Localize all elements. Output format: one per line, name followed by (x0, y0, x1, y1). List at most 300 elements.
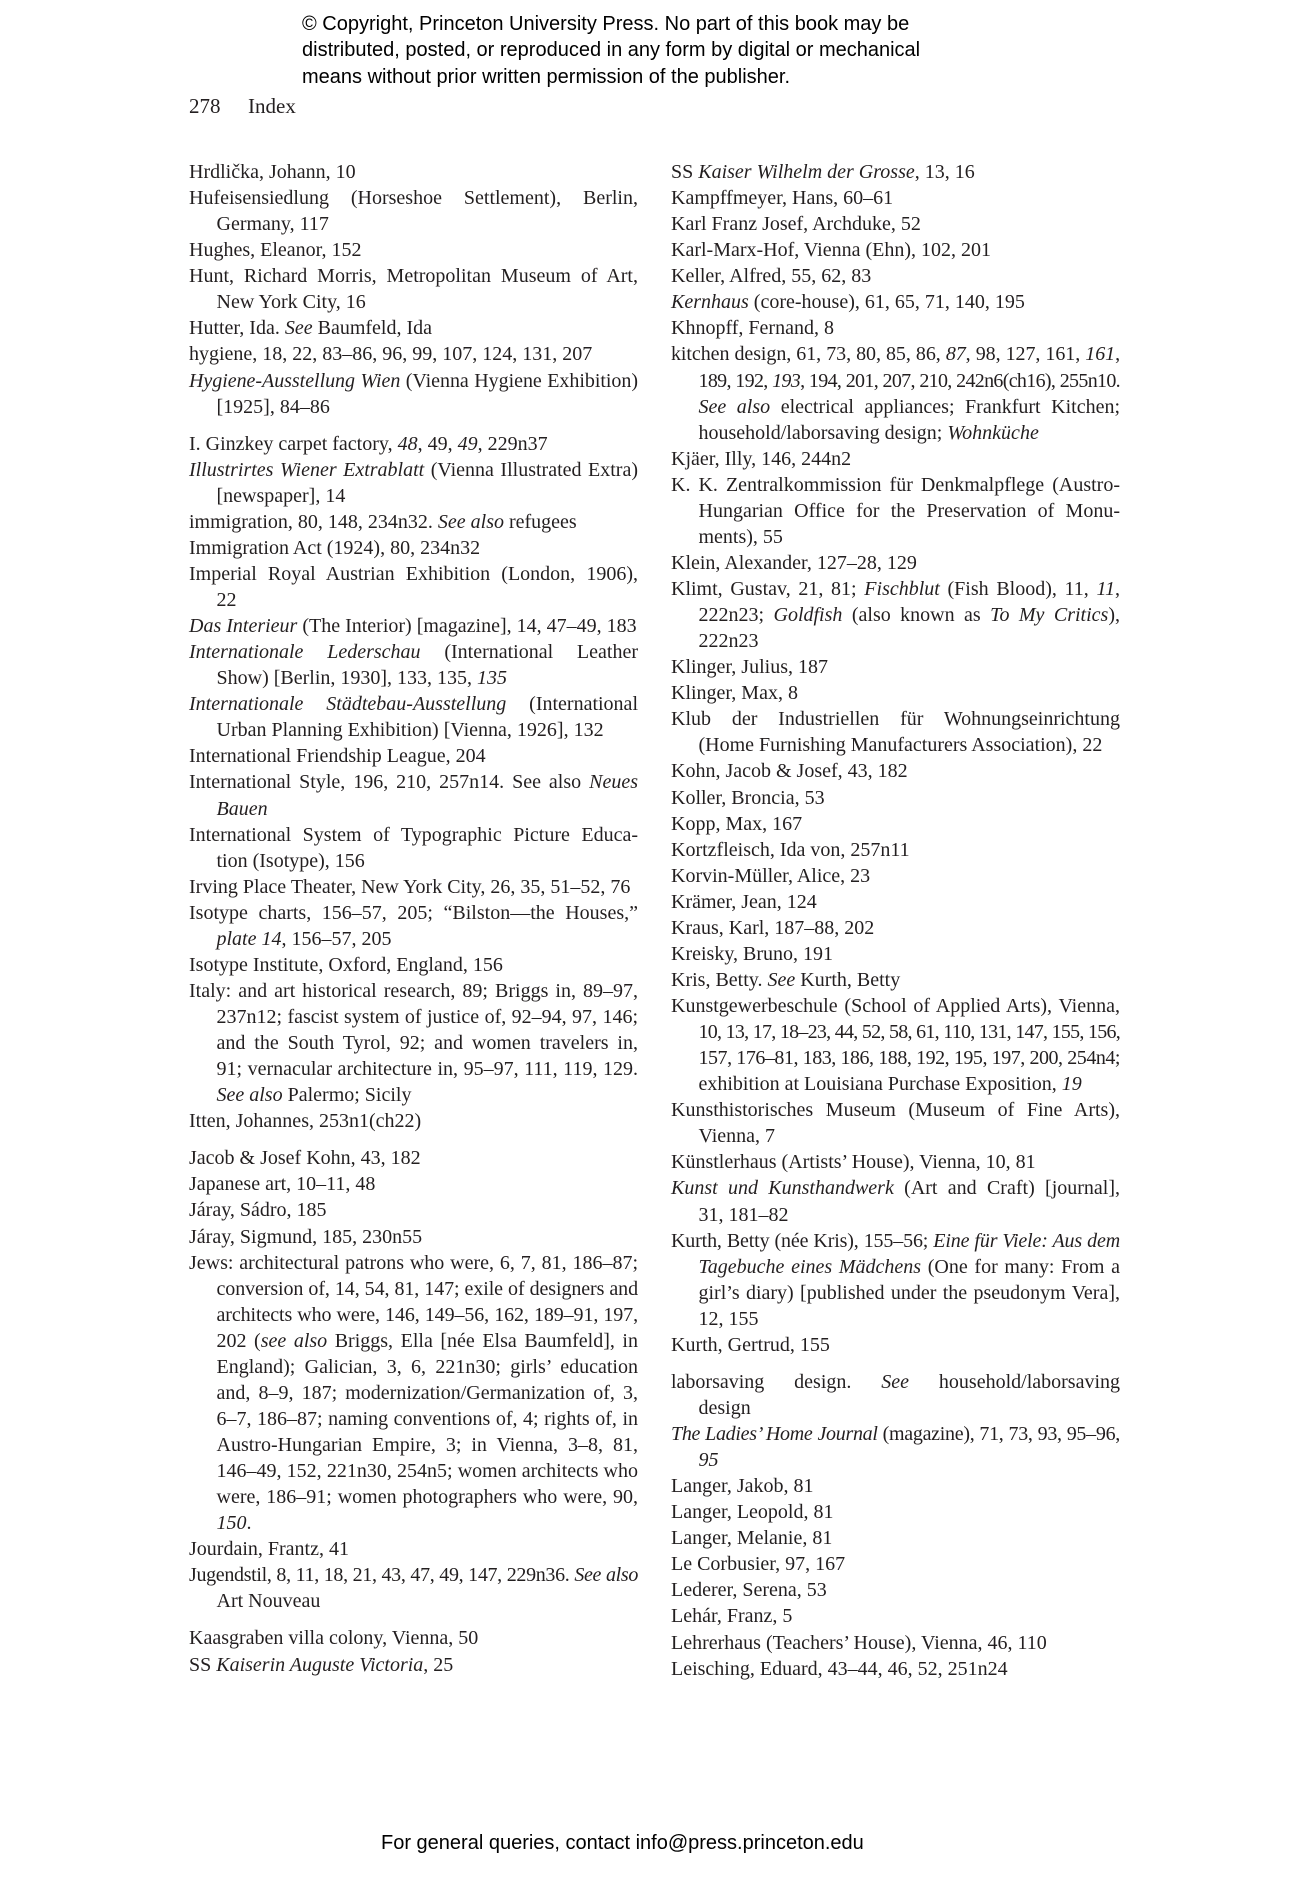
index-entry-line (189, 509, 638, 535)
index-entry-line (189, 159, 638, 185)
entry-text: Hrdlička, Johann, 10 (189, 161, 356, 183)
index-entry-line (671, 785, 1120, 811)
index-entry-line (217, 1302, 639, 1328)
index-entry (671, 576, 1120, 654)
index-entry (671, 263, 1120, 289)
line-text (217, 1330, 638, 1352)
index-entry-line (671, 1603, 1120, 1629)
index-entry (671, 1630, 1120, 1656)
index-entry-line (671, 1421, 1120, 1447)
index-entry-line (189, 1171, 638, 1197)
index-entry-line (217, 1484, 639, 1510)
index-entry (189, 237, 638, 263)
entry-text: hygiene, 18, 22, 83–86, 96, 99, 107, 124, 131, 207 (189, 343, 593, 366)
index-entry-line (671, 863, 1120, 889)
line-text (189, 317, 432, 339)
index-letter-group (189, 1145, 638, 1614)
index-entry-line (217, 796, 639, 822)
entry-text: Járay, Sádro, 185 (189, 1199, 327, 1222)
line-text (671, 1334, 830, 1356)
entry-text: Germany, 117 (216, 213, 329, 236)
index-entry (671, 863, 1120, 889)
line-text (671, 1527, 832, 1549)
index-entry (671, 758, 1120, 784)
index-entry (671, 837, 1120, 863)
entry-text: (Art and Craft) [journal], (893, 1177, 1120, 1200)
entry-text-italic: 193 (772, 369, 801, 392)
line-text (671, 682, 798, 704)
entry-text: Hufeisensiedlung (Horseshoe Settlement), Berlin, (189, 187, 638, 210)
entry-text: Lehár, Franz, 5 (671, 1605, 793, 1628)
entry-text: Járay, Sigmund, 185, 230n55 (189, 1225, 423, 1248)
index-entry (671, 993, 1120, 1097)
line-text (671, 656, 828, 678)
entry-text: 12, 155 (698, 1307, 759, 1330)
line-text (189, 1199, 327, 1221)
line-text (671, 1151, 1036, 1173)
entry-text-italic: Eine für Viele: Aus dem (933, 1229, 1120, 1252)
line-text (699, 500, 1121, 522)
index-entry-line (671, 1525, 1120, 1551)
index-entry-line (699, 368, 1121, 394)
entry-text-italic: 11 (1096, 578, 1115, 600)
page-number: 278 (189, 94, 221, 118)
line-text (189, 954, 503, 976)
line-text (699, 370, 1121, 392)
entry-text: Koller, Broncia, 53 (671, 786, 825, 809)
index-entry-line (189, 900, 638, 926)
index-entry (671, 211, 1120, 237)
index-entry (189, 315, 638, 341)
index-entry (189, 1224, 638, 1250)
entry-text-italic: Fischblut (864, 578, 940, 600)
index-entry-line (699, 1045, 1121, 1071)
line-text (217, 1512, 252, 1534)
entry-text: Karl-Marx-Hof, Vienna (Ehn), 102, 201 (671, 239, 992, 262)
entry-text-italic: 48 (397, 432, 418, 455)
index-entry-line (217, 1432, 639, 1458)
entry-text: 157, 176–81, 183, 186, 188, 192, 195, 197, 200, 254n4; (698, 1047, 1120, 1070)
line-text (699, 1308, 759, 1330)
entry-text: Langer, Leopold, 81 (671, 1501, 834, 1524)
entry-text: 22 (216, 589, 237, 611)
line-text (189, 1564, 638, 1586)
entry-text-italic: Kernhaus (671, 291, 749, 314)
entry-text-italic: Das Interieur (189, 615, 298, 638)
index-entry (189, 769, 638, 821)
entry-text: Kreisky, Bruno, 191 (671, 942, 834, 965)
index-entry-line (217, 587, 639, 613)
entry-text-italic: Internationale Städtebau-Ausstellung (189, 693, 507, 716)
entry-text: Kampffmeyer, Hans, 60–61 (671, 187, 894, 210)
entry-text: Immigration Act (1924), 80, 234n32 (189, 536, 481, 559)
index-entry-line (699, 1123, 1121, 1149)
line-text (217, 667, 508, 689)
line-text (217, 1356, 639, 1378)
line-text (189, 433, 548, 455)
entry-text: Japanese art, 10–11, 48 (189, 1173, 376, 1196)
index-entry-line (189, 1197, 638, 1223)
entry-text: Kopp, Max, 167 (671, 812, 803, 835)
index-entry-line (671, 1473, 1120, 1499)
entry-text: Kurth, Betty (795, 968, 901, 991)
line-text (671, 474, 1120, 496)
index-entry-line (671, 993, 1120, 1019)
entry-text: Kraus, Karl, 187–88, 202 (671, 916, 875, 939)
index-entry-line (671, 1149, 1120, 1175)
index-entry (671, 706, 1120, 758)
entry-text: Baumfeld, Ida (312, 317, 433, 340)
index-entry-line (217, 1354, 639, 1380)
line-text (671, 1371, 1120, 1393)
line-text (699, 630, 759, 652)
line-text (189, 1147, 421, 1169)
entry-text: Langer, Melanie, 81 (671, 1527, 833, 1550)
index-entry (189, 743, 638, 769)
index-entry (189, 341, 638, 367)
index-entry (189, 1171, 638, 1197)
line-text (671, 1579, 827, 1601)
index-entry (671, 185, 1120, 211)
line-text (699, 1204, 789, 1226)
index-entry-line (189, 457, 638, 483)
entry-text-italic: Internationale Lederschau (189, 641, 421, 664)
index-entry (189, 535, 638, 561)
index-entry-line (671, 1228, 1120, 1254)
index-entry (671, 1175, 1120, 1227)
line-text (189, 537, 480, 559)
index-entry-line (671, 446, 1120, 472)
index-entry (671, 1228, 1120, 1332)
index-entry-line (671, 159, 1120, 185)
line-text (671, 265, 871, 287)
line-text (217, 1382, 639, 1404)
line-text (189, 459, 638, 481)
entry-text: Palermo; Sicily (282, 1084, 412, 1107)
index-entry (189, 561, 638, 613)
index-entry (671, 446, 1120, 472)
line-text (671, 760, 908, 782)
entry-text: Khnopff, Fernand, 8 (671, 317, 834, 340)
entry-text: Langer, Jakob, 81 (671, 1475, 814, 1498)
index-entry-line (217, 1380, 639, 1406)
index-letter-group (189, 431, 638, 1135)
index-entry-line (189, 237, 638, 263)
entry-text: and, 8–9, 187; modernization/Germanization of, 3, (216, 1381, 638, 1404)
entry-text: Isotype Institute, Oxford, England, 156 (189, 953, 503, 976)
line-text (671, 1177, 1120, 1199)
entry-text-italic: See (767, 968, 796, 991)
entry-text: Jacob & Josef Kohn, 43, 182 (189, 1147, 421, 1170)
entry-text: Jugendstil, 8, 11, 18, 21, 43, 47, 49, 147, 229n36. (189, 1564, 575, 1587)
line-text (217, 719, 604, 741)
index-entry (671, 915, 1120, 941)
entry-text: , 98, 127, 161, (965, 343, 1086, 366)
entry-text: Kjäer, Illy, 146, 244n2 (671, 447, 852, 470)
index-entry-line (699, 420, 1121, 446)
entry-text: [1925], 84–86 (216, 395, 330, 418)
entry-text: Hutter, Ida. (189, 317, 285, 340)
entry-text: Kaasgraben villa colony, Vienna, 50 (189, 1627, 479, 1650)
index-entry (189, 1536, 638, 1562)
entry-text: Keller, Alfred, 55, 62, 83 (671, 265, 872, 288)
entry-text: Klinger, Julius, 187 (671, 656, 828, 679)
index-entry-line (189, 368, 638, 394)
line-text (671, 943, 833, 965)
index-entry-line (217, 717, 639, 743)
entry-text: 202 ( (216, 1329, 261, 1352)
index-entry-line (217, 926, 639, 952)
entry-text-italic: See also (698, 395, 771, 418)
entry-text: girl’s diary) [published under the pseudonym Vera], (698, 1281, 1120, 1304)
index-entry-line (671, 1097, 1120, 1123)
entry-text-italic: 49 (457, 432, 478, 455)
entry-text: Kunstgewerbeschule (School of Applied Arts), Vienna, (671, 995, 1120, 1017)
index-entry (671, 811, 1120, 837)
line-text (671, 995, 1120, 1017)
line-text (189, 370, 638, 392)
line-text (699, 1449, 719, 1471)
entry-text-italic: Hygiene-Ausstellung Wien (189, 369, 401, 392)
index-entry-line (217, 289, 639, 315)
entry-text: , (1115, 343, 1120, 366)
running-head (189, 92, 389, 120)
index-entry-line (217, 1510, 639, 1536)
index-entry-line (671, 341, 1120, 367)
entry-text: Italy: and art historical research, 89; Briggs in, 89–97, (189, 979, 638, 1002)
index-entry-line (671, 263, 1120, 289)
index-entry-line (671, 185, 1120, 211)
line-text (217, 928, 392, 950)
entry-text: Hughes, Eleanor, 152 (189, 239, 362, 262)
index-entry-line (671, 1577, 1120, 1603)
entry-text: Vienna, 7 (698, 1125, 776, 1148)
line-text (189, 1538, 349, 1560)
entry-text: Isotype charts, 156–57, 205; “Bilston—the Houses,” (189, 901, 638, 924)
index-entry (189, 1652, 638, 1678)
line-text (671, 343, 1120, 365)
entry-text: Jews: architectural patrons who were, 6, 7, 81, 186–87; (189, 1251, 638, 1274)
line-text (671, 1423, 1120, 1445)
line-text (671, 578, 1120, 600)
line-text (671, 708, 1120, 730)
line-text (671, 969, 900, 991)
index-entry-line (189, 743, 638, 769)
entry-text: Lederer, Serena, 53 (671, 1579, 827, 1602)
index-entry (671, 941, 1120, 967)
entry-text: Itten, Johannes, 253n1(ch22) (189, 1110, 422, 1133)
entry-text: (International (506, 693, 638, 716)
entry-text: Art Nouveau (216, 1590, 321, 1613)
entry-text: , 156–57, 205 (281, 927, 392, 950)
index-entry-line (189, 1250, 638, 1276)
entry-text: (The Interior) [magazine], 14, 47–49, 183 (297, 615, 637, 638)
line-text (189, 187, 638, 209)
line-text (217, 485, 346, 507)
line-text (671, 1553, 845, 1575)
running-head-title: Index (248, 94, 296, 118)
index-entry (671, 237, 1120, 263)
line-text (217, 1278, 639, 1300)
entry-text: , 229n37 (477, 432, 548, 455)
index-entry (671, 1473, 1120, 1499)
index-entry (189, 431, 638, 457)
entry-text: England); Galician, 3, 6, 221n30; girls’ education (216, 1355, 638, 1378)
entry-text-italic: 150 (216, 1512, 247, 1535)
entry-text: Jourdain, Frantz, 41 (189, 1538, 349, 1561)
index-entry (189, 978, 638, 1108)
entry-text: 31, 181–82 (698, 1203, 789, 1226)
entry-text: Karl Franz Josef, Archduke, 52 (671, 213, 921, 236)
entry-text: (Vienna Hygiene Exhibition) (400, 369, 638, 392)
index-entry (671, 159, 1120, 185)
entry-text: (magazine), 71, 73, 93, 95–96, (877, 1423, 1120, 1445)
index-entry-line (671, 654, 1120, 680)
line-text (671, 891, 817, 913)
line-text (217, 1084, 412, 1106)
entry-text: 189, 192, (698, 369, 773, 392)
index-entry-line (671, 915, 1120, 941)
index-entry (671, 1656, 1120, 1682)
entry-text-italic: Neues (589, 771, 638, 794)
index-entry-line (189, 341, 638, 367)
index-entry (671, 1421, 1120, 1473)
line-text (189, 771, 638, 793)
entry-text: 10, 13, 17, 18–23, 44, 52, 58, 61, 110, 131, 147, 155, 156, (698, 1021, 1120, 1044)
entry-text: Imperial Royal Austrian Exhibition (London, 1906), (189, 562, 638, 585)
line-text (671, 1475, 814, 1497)
entry-text-italic: plate 14 (216, 927, 282, 950)
index-entry (671, 1369, 1120, 1421)
index-entry (189, 509, 638, 535)
index-entry-line (699, 1202, 1121, 1228)
entry-text: , 13, 16 (914, 161, 975, 183)
line-text (217, 1408, 639, 1430)
line-text (671, 187, 893, 209)
entry-text: Irving Place Theater, New York City, 26, 35, 51–52, 76 (189, 875, 631, 898)
entry-text: Hunt, Richard Morris, Metropolitan Museum of Art, (189, 265, 638, 288)
index-entry (671, 1332, 1120, 1358)
entry-text: laborsaving design. (671, 1370, 882, 1393)
index-entry-line (699, 628, 1121, 654)
copyright-notice-line: means without prior written permission of the publisher. (302, 65, 791, 88)
index-entry-line (671, 889, 1120, 915)
line-text (699, 396, 1121, 418)
entry-text-italic: see also (260, 1329, 328, 1352)
index-entry-line (189, 1652, 638, 1678)
line-text (189, 1173, 375, 1195)
entry-text: Klinger, Max, 8 (671, 682, 798, 705)
entry-text-italic: The Ladies’ Home Journal (671, 1423, 878, 1445)
index-entry-line (671, 680, 1120, 706)
index-entry-line (671, 837, 1120, 863)
entry-text: Kunsthistorisches Museum (Museum of Fine Arts), (671, 1099, 1120, 1122)
line-text (189, 239, 362, 261)
line-text (189, 1110, 421, 1132)
entry-text-italic: See also (574, 1564, 638, 1587)
index-entry-line (671, 1630, 1120, 1656)
line-text (671, 1605, 792, 1627)
index-entry (671, 341, 1120, 445)
line-text (217, 1460, 639, 1482)
index-entry-line (189, 978, 638, 1004)
index-entry-line (189, 315, 638, 341)
entry-text: Le Corbusier, 97, 167 (671, 1553, 846, 1576)
line-text (671, 239, 991, 261)
footer-contact: For general queries, contact info@press.princeton.edu (381, 1832, 864, 1854)
line-text (671, 1099, 1120, 1121)
index-entry-line (671, 967, 1120, 993)
entry-text: , 194, 201, 207, 210, 242n6(ch16), 255n10. (800, 369, 1120, 392)
line-text (217, 213, 329, 235)
index-entry-line (699, 732, 1121, 758)
entry-text: Urban Planning Exhibition) [Vienna, 1926], 132 (216, 719, 604, 742)
index-entry-line (189, 952, 638, 978)
entry-text: ), (1108, 604, 1120, 627)
entry-text: Kurth, Gertrud, 155 (671, 1333, 830, 1356)
index-entry-line (699, 1254, 1121, 1280)
index-entry (671, 1603, 1120, 1629)
index-entry-line (217, 483, 639, 509)
index-entry (671, 315, 1120, 341)
entry-text-italic: See (284, 317, 313, 340)
index-entry-line (671, 472, 1120, 498)
entry-text: International Style, 196, 210, 257n14. See also (189, 771, 590, 794)
index-entry (671, 1551, 1120, 1577)
index-entry-line (189, 263, 638, 289)
index-entry (189, 639, 638, 691)
index-entry-line (189, 185, 638, 211)
entry-text: electrical appliances; Frankfurt Kitchen; (770, 395, 1121, 418)
entry-text: tion (Isotype), 156 (216, 849, 365, 872)
index-entry (189, 613, 638, 639)
line-text (671, 161, 975, 183)
index-entry-line (699, 1306, 1121, 1332)
index-entry-line (217, 1056, 639, 1082)
index-entry-line (671, 1656, 1120, 1682)
entry-text: SS (671, 161, 699, 183)
index-entry-line (189, 822, 638, 848)
index-entry-line (217, 1458, 639, 1484)
index-entry-line (671, 758, 1120, 784)
index-entry-line (671, 315, 1120, 341)
entry-text: conversion of, 14, 54, 81, 147; exile of designers and (216, 1277, 638, 1300)
line-text (217, 1006, 639, 1028)
line-text (217, 1058, 639, 1080)
index-entry-line (189, 1224, 638, 1250)
entry-text: 222n23; (698, 604, 774, 627)
entry-text: (Vienna Illustrated Extra) (424, 458, 638, 481)
index-entry (671, 550, 1120, 576)
entry-text-italic: Kaiser Wilhelm der Grosse (698, 161, 915, 183)
line-text (671, 1632, 1047, 1654)
line-text (699, 1021, 1121, 1043)
line-text (671, 1230, 1120, 1252)
line-text (699, 604, 1121, 626)
entry-text: (Home Furnishing Manufacturers Association), 22 (698, 734, 1103, 757)
index-entry (189, 457, 638, 509)
index-entry (189, 691, 638, 743)
line-text (699, 1282, 1121, 1304)
entry-text-italic: Illustrirtes Wiener Extrablatt (189, 458, 425, 481)
index-entry-line (189, 769, 638, 795)
entry-text: were, 186–91; women photographers who were, 90, (216, 1486, 638, 1509)
entry-text: Krämer, Jean, 124 (671, 890, 817, 913)
entry-text: Kurth, Betty (née Kris), 155–56; (671, 1229, 934, 1252)
line-text (189, 1252, 638, 1274)
index-entry-line (671, 1499, 1120, 1525)
index-entry-line (671, 289, 1120, 315)
